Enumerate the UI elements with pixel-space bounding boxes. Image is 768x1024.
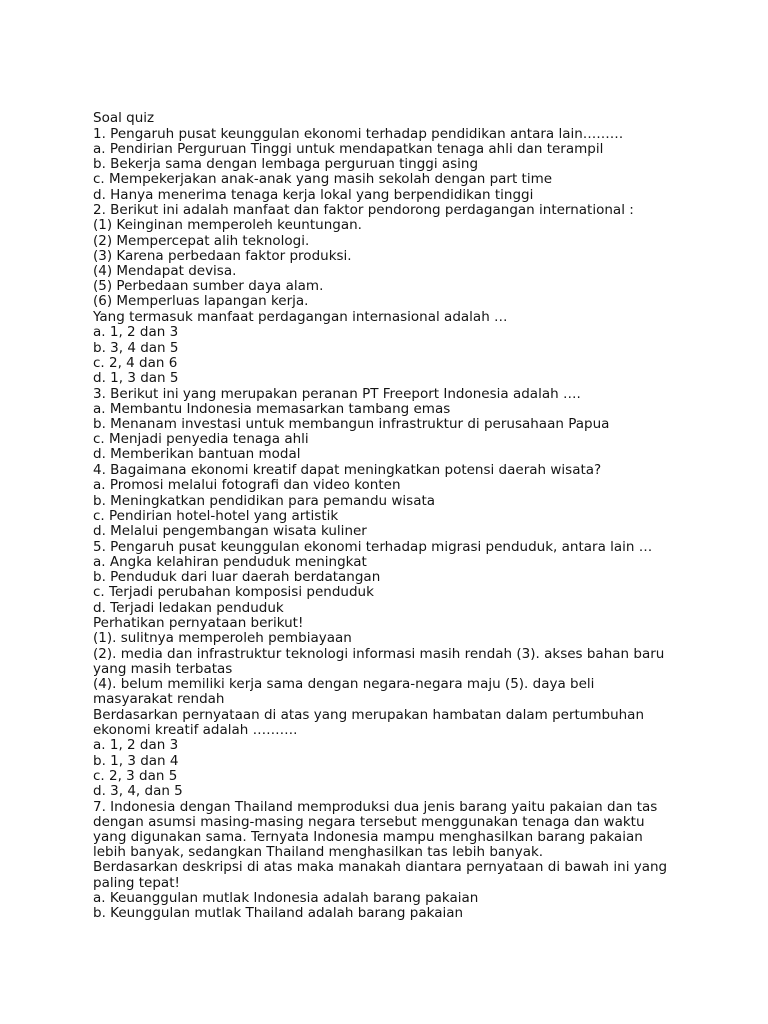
text-line: 2. Berikut ini adalah manfaat dan faktor pendorong perdagangan international : (93, 202, 634, 219)
text-line: b. Menanam investasi untuk membangun infrastruktur di perusahaan Papua (93, 416, 610, 433)
text-line: ekonomi kreatif adalah ………. (93, 722, 298, 739)
text-line: (1) Keinginan memperoleh keuntungan. (93, 217, 362, 234)
text-line: c. Menjadi penyedia tenaga ahli (93, 431, 309, 448)
text-line: (2) Mempercepat alih teknologi. (93, 232, 310, 249)
text-line: b. Bekerja sama dengan lembaga perguruan tinggi asing (93, 156, 479, 173)
text-line: b. 1, 3 dan 4 (93, 752, 179, 769)
text-line: dengan asumsi masing-masing negara tersebut menggunakan tenaga dan waktu (93, 813, 645, 830)
text-line: a. Keuanggulan mutlak Indonesia adalah barang pakaian (93, 889, 479, 906)
text-line: a. 1, 2 dan 3 (93, 737, 179, 754)
paragraph (93, 203, 683, 309)
text-line: a. Pendirian Perguruan Tinggi untuk mendapatkan tenaga ahli dan terampil (93, 140, 604, 157)
text-line: (6) Memperluas lapangan kerja. (93, 293, 309, 310)
text-line: paling tepat! (93, 874, 180, 891)
text-line: b. Meningkatkan pendidikan para pemandu wisata (93, 492, 436, 509)
text-line: 5. Pengaruh pusat keunggulan ekonomi terhadap migrasi penduduk, antara lain … (93, 538, 653, 555)
text-line: a. Promosi melalui fotografi dan video konten (93, 477, 401, 494)
text-line: 3. Berikut ini yang merupakan peranan PT Freeport Indonesia adalah …. (93, 385, 581, 402)
text-line: 7. Indonesia dengan Thailand memproduksi dua jenis barang yaitu pakaian dan tas (93, 798, 658, 815)
text-line: (4). belum memiliki kerja sama dengan negara-negara maju (5). daya beli (93, 676, 595, 693)
text-line: c. 2, 4 dan 6 (93, 354, 178, 371)
text-line: d. Melalui pengembangan wisata kuliner (93, 522, 367, 539)
text-line: d. Terjadi ledakan penduduk (93, 599, 284, 616)
paragraph (93, 616, 683, 707)
text-line: (5) Perbedaan sumber daya alam. (93, 278, 324, 295)
paragraph (93, 540, 683, 616)
document-body (93, 111, 683, 922)
paragraph (93, 127, 683, 203)
text-line: b. Penduduk dari luar daerah berdatangan (93, 569, 381, 586)
text-line: d. 3, 4, dan 5 (93, 782, 183, 799)
text-line: Perhatikan pernyataan berikut! (93, 615, 304, 632)
text-line: Yang termasuk manfaat perdagangan internasional adalah … (93, 309, 508, 326)
text-line: (3) Karena perbedaan faktor produksi. (93, 247, 352, 264)
text-line: (2). media dan infrastruktur teknologi informasi masih rendah (3). akses bahan baru (93, 645, 665, 662)
text-line: c. Pendirian hotel-hotel yang artistik (93, 507, 339, 524)
text-line: yang digunakan sama. Ternyata Indonesia mampu menghasilkan barang pakaian (93, 829, 643, 846)
text-line: c. 2, 3 dan 5 (93, 767, 178, 784)
text-line: (1). sulitnya memperoleh pembiayaan (93, 630, 352, 647)
text-line: Soal quiz (93, 110, 155, 126)
text-line: d. 1, 3 dan 5 (93, 369, 179, 386)
text-line: b. 3, 4 dan 5 (93, 339, 179, 356)
text-line: lebih banyak, sedangkan Thailand menghasilkan tas lebih banyak. (93, 844, 544, 861)
text-line: a. Angka kelahiran penduduk meningkat (93, 553, 367, 570)
paragraph (93, 387, 683, 463)
text-line: yang masih terbatas (93, 660, 233, 677)
text-line: Berdasarkan deskripsi di atas maka manakah diantara pernyataan di bawah ini yang (93, 859, 668, 876)
text-line: d. Memberikan bantuan modal (93, 446, 301, 463)
text-line: a. Membantu Indonesia memasarkan tambang emas (93, 400, 451, 417)
text-line: 4. Bagaimana ekonomi kreatif dapat meningkatkan potensi daerah wisata? (93, 462, 602, 479)
paragraph (93, 708, 683, 799)
paragraph (93, 800, 683, 922)
paragraph (93, 310, 683, 386)
text-line: 1. Pengaruh pusat keunggulan ekonomi terhadap pendidikan antara lain……… (93, 125, 624, 142)
text-line: (4) Mendapat devisa. (93, 263, 237, 280)
text-line: a. 1, 2 dan 3 (93, 324, 179, 341)
document-title (93, 111, 683, 126)
text-line: Berdasarkan pernyataan di atas yang merupakan hambatan dalam pertumbuhan (93, 706, 645, 723)
text-line: b. Keunggulan mutlak Thailand adalah barang pakaian (93, 905, 464, 922)
paragraph (93, 463, 683, 539)
text-line: d. Hanya menerima tenaga kerja lokal yang berpendidikan tinggi (93, 186, 534, 203)
text-line: c. Mempekerjakan anak-anak yang masih sekolah dengan part time (93, 171, 553, 188)
text-line: masyarakat rendah (93, 691, 225, 708)
text-line: c. Terjadi perubahan komposisi penduduk (93, 584, 374, 601)
